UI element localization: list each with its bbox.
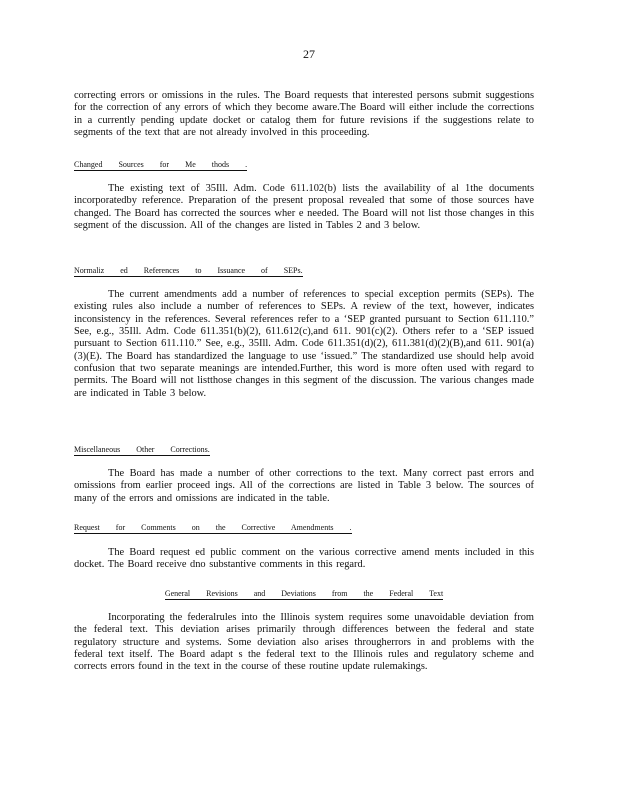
paragraph-general-revisions [74, 612, 534, 674]
heading-text: General Revisions and Deviations from the Federal Text [164, 589, 444, 598]
paragraph-intro-continued [74, 90, 534, 139]
paragraph-text: correcting errors or omissions in the rules. The Board requests that interested persons submit suggestions for the correction of any errors of which they become aware.The Board will either include the corrections in a currently pending update docket or catalog them for future revisions if the suggestions relate to segments of the text that are not already involved in this proceeding. [74, 90, 534, 139]
section-heading-normalized-references [74, 266, 534, 276]
paragraph-text: The current amendments add a number of references to special exception permits (SEPs). The existing rules also include a number of references to SEPs. A review of the text, however, indicates inconsistency in the references. Several references refer to a ‘SEP granted pursuant to Section 611.110.” See, e.g., 35Ill. Adm. Code 611.351(b)(2), 611.612(c),and 611. 901(c)(2). Others refer to a ‘SEP issued pursuant to Section 611.110.” See, e.g., 35Ill. Adm. Code 611.351(d)(2), 611.381(d)(2)(B),and 611. 901(a)(3)(E). The Board has standardized the language to use ‘issued.” The standardized use should help avoid confusion that two separate meanings are intended.Further, this word is more often used with regard to permits. The Board will not listthose changes in this segment of the discussion. The various changes made are indicated in Table 3 below. [74, 289, 534, 399]
heading-text: Request for Comments on the Corrective Amendments . [74, 523, 352, 532]
section-heading-general-revisions [74, 589, 534, 599]
paragraph-changed-sources [74, 183, 534, 232]
paragraph-normalized-references [74, 289, 534, 400]
paragraph-request-comments [74, 547, 534, 572]
paragraph-text: The existing text of 35Ill. Adm. Code 611.102(b) lists the availability of al 1the documents incorporatedby reference. Preparation of the present proposal revealed that some of those sources have changed. The Board has corrected the sources wher e needed. The Board will not list those changes in this segment of the discussion. All of the changes are listed in Tables 2 and 3 below. [74, 183, 534, 232]
paragraph-text: Incorporating the federalrules into the Illinois system requires some unavoidable deviation from the federal text. This deviation arises primarily through differences between the federal and state regulatory structure and systems. Some deviation also arises througherrors in and problems with the federal text itself. The Board adapt s the federal text to the Illinois rules and regulatory scheme and corrects errors found in the text in the course of these routine update rulemakings. [74, 612, 534, 673]
heading-text: Changed Sources for Me thods . [74, 160, 248, 169]
paragraph-text: The Board request ed public comment on the various corrective amend ments included in this docket. The Board receive dno substantive comments in this regard. [74, 547, 534, 571]
section-heading-request-comments [74, 523, 534, 533]
paragraph-text: The Board has made a number of other corrections to the text. Many correct past errors and omissions from earlier proceed ings. All of the corrections are listed in Table 3 below. The sources of many of the errors and omissions are indicated in the table. [74, 468, 534, 504]
paragraph-misc-corrections [74, 468, 534, 505]
page-number: 27 [303, 47, 315, 61]
heading-text: Miscellaneous Other Corrections. [74, 445, 210, 454]
section-heading-changed-sources [74, 160, 534, 170]
section-heading-misc-corrections [74, 445, 534, 455]
heading-text: Normaliz ed References to Issuance of SEPs. [74, 266, 303, 275]
